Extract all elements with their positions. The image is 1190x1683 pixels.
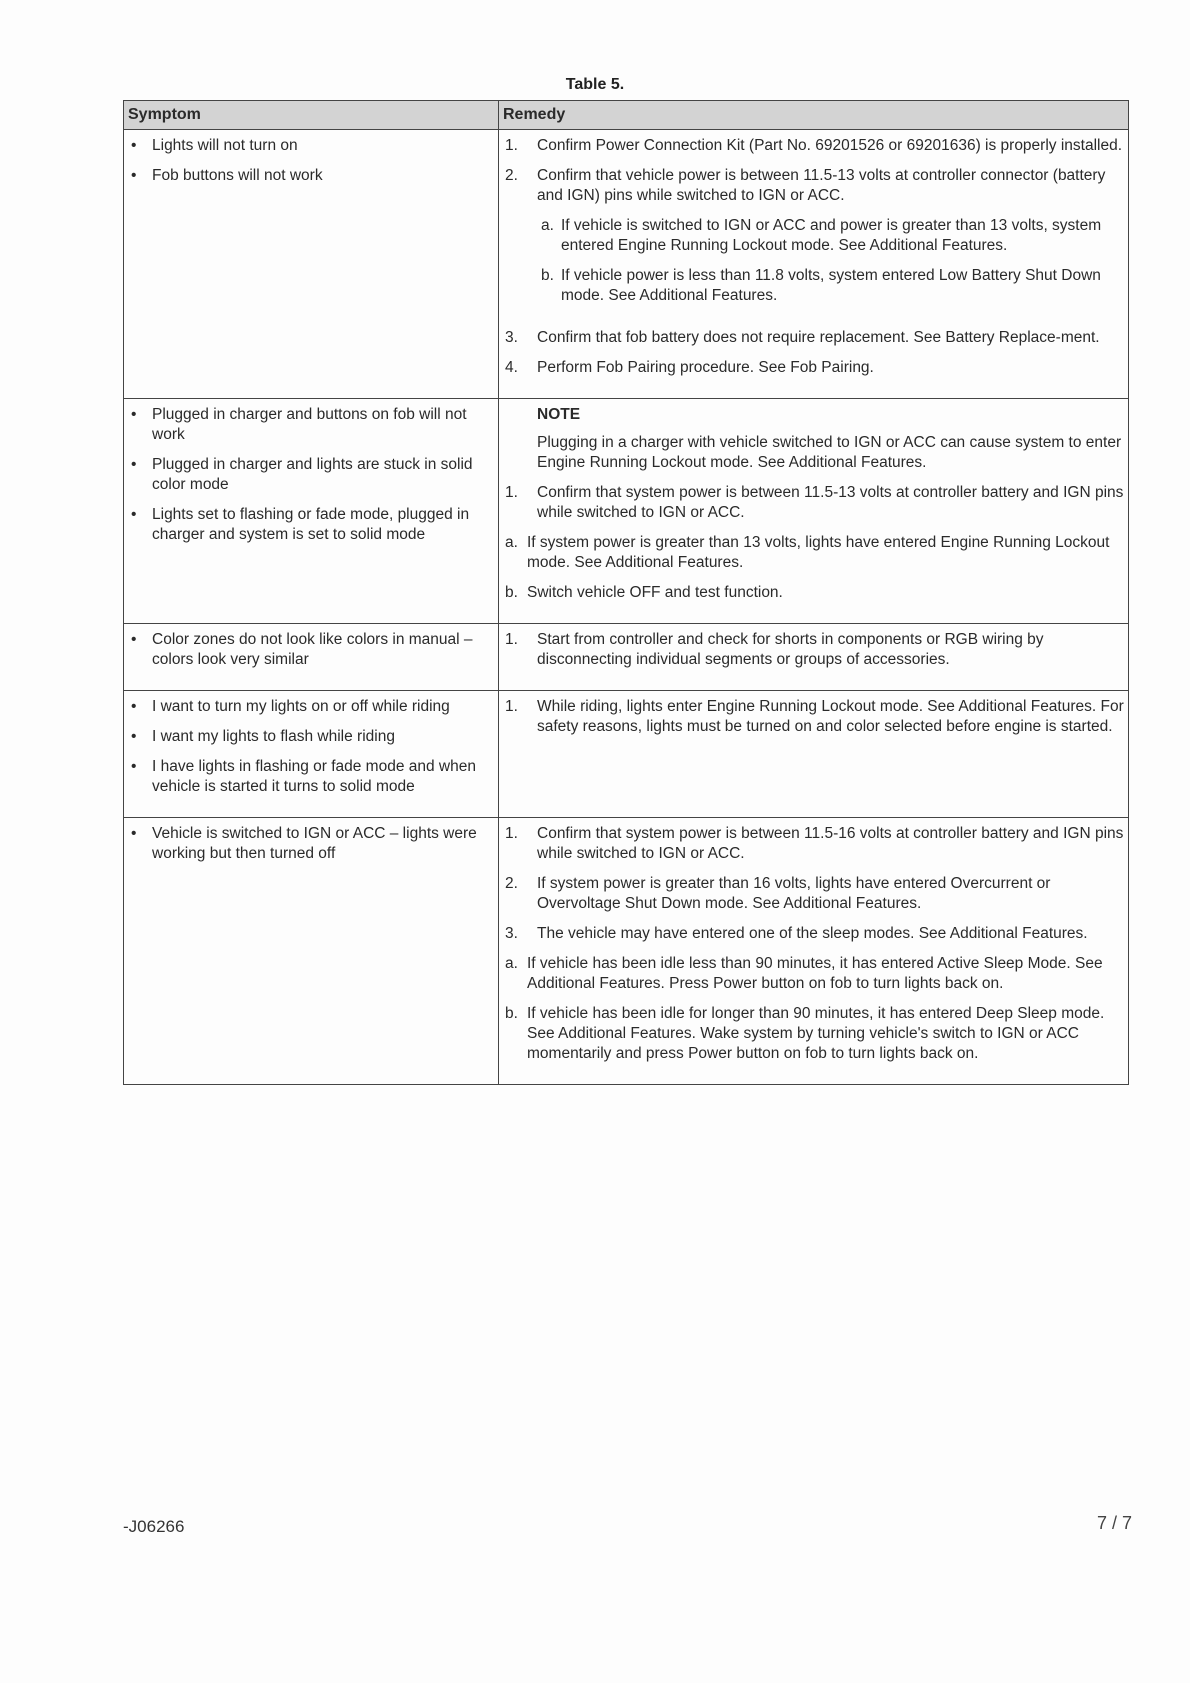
remedy-step xyxy=(503,136,1124,156)
step-number: 1. xyxy=(505,825,518,842)
remedy-sub-step xyxy=(503,1004,1124,1064)
table-row xyxy=(124,624,1129,691)
step-text: Confirm that system power is between 11.5-13 volts at controller battery and IGN pins while switched to IGN or ACC. xyxy=(537,484,1124,521)
step-number: 1. xyxy=(505,484,518,501)
table-row xyxy=(124,399,1129,624)
symptom-item: • Plugged in charger and buttons on fob will not work xyxy=(128,405,494,445)
step-number: 4. xyxy=(505,359,518,376)
step-text: Confirm Power Connection Kit (Part No. 69201526 or 69201636) is properly installed. xyxy=(537,137,1123,154)
sub-step-letter: b. xyxy=(505,584,518,601)
remedy-step xyxy=(503,483,1124,523)
remedy-step xyxy=(503,630,1124,670)
step-text: Confirm that fob battery does not require replacement. See Battery Replace-ment. xyxy=(537,329,1100,346)
remedy-sub-step xyxy=(503,954,1124,994)
step-number: 1. xyxy=(505,137,518,154)
symptom-column-header: Symptom xyxy=(124,101,499,130)
symptom-item: • I want my lights to flash while riding xyxy=(128,727,494,747)
symptom-item: • Lights set to flashing or fade mode, plugged in charger and system is set to solid mode xyxy=(128,505,494,545)
remedy-sub-step xyxy=(503,583,1124,603)
sub-step-letter: a. xyxy=(541,217,554,234)
symptom-cell xyxy=(124,818,499,1085)
remedy-step xyxy=(503,874,1124,914)
remedy-step xyxy=(503,328,1124,348)
symptom-item: • Plugged in charger and lights are stuck in solid color mode xyxy=(128,455,494,495)
sub-step-letter: a. xyxy=(505,955,518,972)
sub-step-text: Switch vehicle OFF and test function. xyxy=(527,584,783,601)
remedy-step xyxy=(503,924,1124,944)
remedy-step xyxy=(503,358,1124,378)
symptom-item: • Lights will not turn on xyxy=(128,136,494,156)
step-number: 2. xyxy=(505,875,518,892)
sub-step-text: If vehicle power is less than 11.8 volts, system entered Low Battery Shut Down mode. See Additional Features. xyxy=(561,267,1101,304)
symptom-item: • Color zones do not look like colors in manual – colors look very similar xyxy=(128,630,494,670)
step-text: While riding, lights enter Engine Running Lockout mode. See Additional Features. For safety reasons, lights must be turned on and color selected before engine is started. xyxy=(537,698,1124,735)
table-row xyxy=(124,818,1129,1085)
sub-step-text: If vehicle has been idle less than 90 minutes, it has entered Active Sleep Mode. See Additional Features. Press Power button on fob to turn lights back on. xyxy=(527,955,1103,992)
table-title: Table 5. xyxy=(565,76,625,93)
page-number: 7 / 7 xyxy=(1096,1513,1132,1533)
remedy-column-header: Remedy xyxy=(499,101,1129,130)
step-number: 1. xyxy=(505,631,518,648)
step-number: 2. xyxy=(505,167,518,184)
sub-step-letter: b. xyxy=(505,1005,518,1022)
symptom-item: • Fob buttons will not work xyxy=(128,166,494,186)
symptom-item: • Vehicle is switched to IGN or ACC – lights were working but then turned off xyxy=(128,824,494,864)
symptom-item: • I want to turn my lights on or off while riding xyxy=(128,697,494,717)
remedy-step xyxy=(503,824,1124,864)
remedy-cell xyxy=(499,818,1129,1085)
symptom-cell xyxy=(124,691,499,818)
remedy-step xyxy=(503,166,1124,206)
step-text: Start from controller and check for shorts in components or RGB wiring by disconnecting individual segments or groups of accessories. xyxy=(537,631,1044,668)
step-text: Confirm that system power is between 11.5-16 volts at controller battery and IGN pins while switched to IGN or ACC. xyxy=(537,825,1124,862)
remedy-cell xyxy=(499,399,1129,624)
step-text: Confirm that vehicle power is between 11.5-13 volts at controller connector (battery and IGN) pins while switched to IGN or ACC. xyxy=(537,167,1106,204)
step-text: Perform Fob Pairing procedure. See Fob Pairing. xyxy=(537,359,874,376)
sub-step-text: If vehicle has been idle for longer than 90 minutes, it has entered Deep Sleep mode. See Additional Features. Wake system by turning vehicle's switch to IGN or ACC momentarily and press Power button on fob to turn lights back on. xyxy=(527,1005,1105,1062)
symptom-item: • I have lights in flashing or fade mode and when vehicle is started it turns to solid mode xyxy=(128,757,494,797)
sub-step-text: If vehicle is switched to IGN or ACC and power is greater than 13 volts, system entered Engine Running Lockout mode. See Additional Features. xyxy=(561,217,1102,254)
remedy-cell xyxy=(499,624,1129,691)
step-number: 3. xyxy=(505,925,518,942)
document-id: -J06266 xyxy=(123,1517,185,1536)
note-text: Plugging in a charger with vehicle switched to IGN or ACC can cause system to enter Engine Running Lockout mode. See Additional Features. xyxy=(537,434,1122,471)
sub-step-letter: b. xyxy=(541,267,554,284)
remedy-sub-step xyxy=(503,216,1124,256)
table-row xyxy=(124,130,1129,399)
remedy-cell xyxy=(499,130,1129,399)
symptom-cell xyxy=(124,399,499,624)
troubleshooting-table xyxy=(123,100,1129,1085)
step-text: The vehicle may have entered one of the sleep modes. See Additional Features. xyxy=(537,925,1088,942)
remedy-step xyxy=(503,697,1124,737)
step-number: 3. xyxy=(505,329,518,346)
sub-step-letter: a. xyxy=(505,534,518,551)
symptom-cell xyxy=(124,130,499,399)
sub-step-text: If system power is greater than 13 volts, lights have entered Engine Running Lockout mode. See Additional Features. xyxy=(527,534,1110,571)
table-header-row xyxy=(124,101,1129,130)
step-number: 1. xyxy=(505,698,518,715)
step-text: If system power is greater than 16 volts, lights have entered Overcurrent or Overvoltage Shut Down mode. See Additional Features. xyxy=(537,875,1051,912)
remedy-cell xyxy=(499,691,1129,818)
table-row xyxy=(124,691,1129,818)
remedy-sub-step xyxy=(503,533,1124,573)
remedy-sub-step xyxy=(503,266,1124,306)
note-label: NOTE xyxy=(537,406,581,423)
symptom-cell xyxy=(124,624,499,691)
